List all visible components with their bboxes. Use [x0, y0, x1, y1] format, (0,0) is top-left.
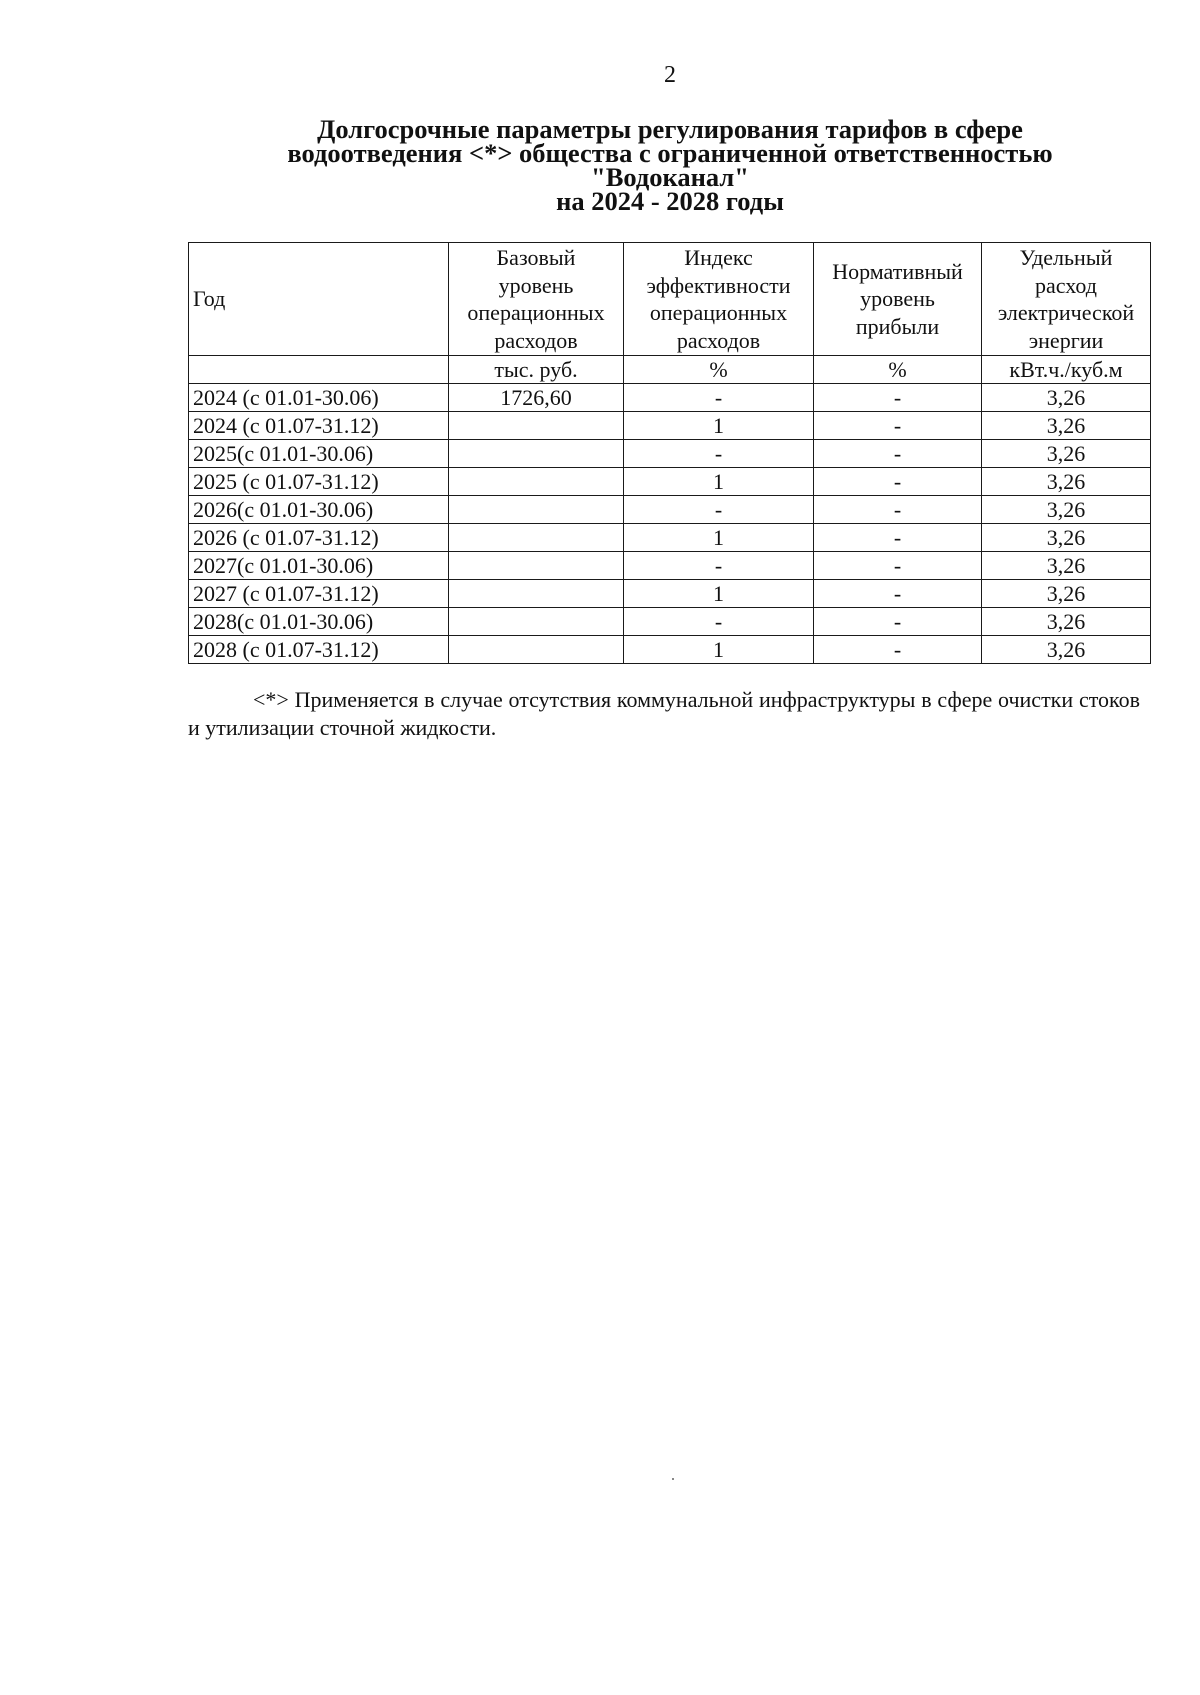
- cell-year: 2028 (с 01.07-31.12): [189, 636, 449, 664]
- scan-speck: [672, 1478, 674, 1480]
- cell-energy-consumption: 3,26: [982, 552, 1151, 580]
- cell-efficiency-index: 1: [624, 524, 814, 552]
- cell-year: 2027(с 01.01-30.06): [189, 552, 449, 580]
- cell-efficiency-index: 1: [624, 468, 814, 496]
- table-row: [189, 468, 1151, 496]
- cell-efficiency-index: -: [624, 384, 814, 412]
- header-base-costs: Базовый уровень операционных расходов: [449, 243, 624, 356]
- cell-energy-consumption: 3,26: [982, 468, 1151, 496]
- cell-year: 2026(с 01.01-30.06): [189, 496, 449, 524]
- cell-year: 2024 (с 01.07-31.12): [189, 412, 449, 440]
- cell-base-costs: [449, 524, 624, 552]
- cell-base-costs: [449, 412, 624, 440]
- title-line: водоотведения <*> общества с ограниченной ответственностью: [287, 138, 1053, 168]
- footnote: [188, 686, 1140, 742]
- cell-base-costs: 1726,60: [449, 384, 624, 412]
- table-row: [189, 580, 1151, 608]
- cell-profit-level: -: [814, 384, 982, 412]
- table-row: [189, 384, 1151, 412]
- cell-energy-consumption: 3,26: [982, 580, 1151, 608]
- cell-year: 2024 (с 01.01-30.06): [189, 384, 449, 412]
- tariff-parameters-table: [188, 242, 1151, 664]
- title-line: на 2024 - 2028 годы: [556, 186, 784, 216]
- footnote-text: <*> Применяется в случае отсутствия коммунальной инфраструктуры в сфере очистки стоков и утилизации сточной жидкости.: [188, 687, 1140, 740]
- cell-profit-level: -: [814, 524, 982, 552]
- cell-efficiency-index: 1: [624, 636, 814, 664]
- cell-base-costs: [449, 552, 624, 580]
- cell-profit-level: -: [814, 608, 982, 636]
- unit-profit-level: %: [814, 356, 982, 384]
- cell-base-costs: [449, 608, 624, 636]
- table-units-row: [189, 356, 1151, 384]
- table-header-row: [189, 243, 1151, 356]
- cell-base-costs: [449, 580, 624, 608]
- table-row: [189, 524, 1151, 552]
- cell-efficiency-index: 1: [624, 412, 814, 440]
- cell-base-costs: [449, 468, 624, 496]
- cell-profit-level: -: [814, 468, 982, 496]
- cell-efficiency-index: -: [624, 440, 814, 468]
- page-number: 2: [664, 62, 676, 88]
- cell-energy-consumption: 3,26: [982, 440, 1151, 468]
- cell-year: 2025(с 01.01-30.06): [189, 440, 449, 468]
- cell-profit-level: -: [814, 496, 982, 524]
- cell-year: 2027 (с 01.07-31.12): [189, 580, 449, 608]
- cell-base-costs: [449, 496, 624, 524]
- unit-energy-consumption: кВт.ч./куб.м: [982, 356, 1151, 384]
- header-energy-consumption: Удельный расход электрической энергии: [982, 243, 1151, 356]
- cell-energy-consumption: 3,26: [982, 524, 1151, 552]
- cell-base-costs: [449, 440, 624, 468]
- table-row: [189, 496, 1151, 524]
- unit-base-costs: тыс. руб.: [449, 356, 624, 384]
- cell-energy-consumption: 3,26: [982, 496, 1151, 524]
- cell-energy-consumption: 3,26: [982, 412, 1151, 440]
- unit-year: [189, 356, 449, 384]
- cell-efficiency-index: -: [624, 496, 814, 524]
- title-line: Долгосрочные параметры регулирования тарифов в сфере: [317, 114, 1023, 144]
- table-row: [189, 552, 1151, 580]
- cell-energy-consumption: 3,26: [982, 384, 1151, 412]
- header-year: Год: [189, 243, 449, 356]
- table-row: [189, 636, 1151, 664]
- document-title: [200, 114, 1140, 216]
- cell-base-costs: [449, 636, 624, 664]
- table-row: [189, 440, 1151, 468]
- table-row: [189, 608, 1151, 636]
- cell-energy-consumption: 3,26: [982, 636, 1151, 664]
- cell-year: 2025 (с 01.07-31.12): [189, 468, 449, 496]
- cell-profit-level: -: [814, 580, 982, 608]
- table-body: [189, 384, 1151, 664]
- header-efficiency-index: Индекс эффективности операционных расходов: [624, 243, 814, 356]
- cell-efficiency-index: -: [624, 552, 814, 580]
- header-profit-level: Нормативный уровень прибыли: [814, 243, 982, 356]
- table-row: [189, 412, 1151, 440]
- unit-efficiency-index: %: [624, 356, 814, 384]
- cell-profit-level: -: [814, 412, 982, 440]
- cell-profit-level: -: [814, 440, 982, 468]
- cell-profit-level: -: [814, 636, 982, 664]
- title-line: "Водоканал": [591, 162, 749, 192]
- cell-profit-level: -: [814, 552, 982, 580]
- cell-energy-consumption: 3,26: [982, 608, 1151, 636]
- cell-year: 2028(с 01.01-30.06): [189, 608, 449, 636]
- cell-efficiency-index: -: [624, 608, 814, 636]
- cell-efficiency-index: 1: [624, 580, 814, 608]
- cell-year: 2026 (с 01.07-31.12): [189, 524, 449, 552]
